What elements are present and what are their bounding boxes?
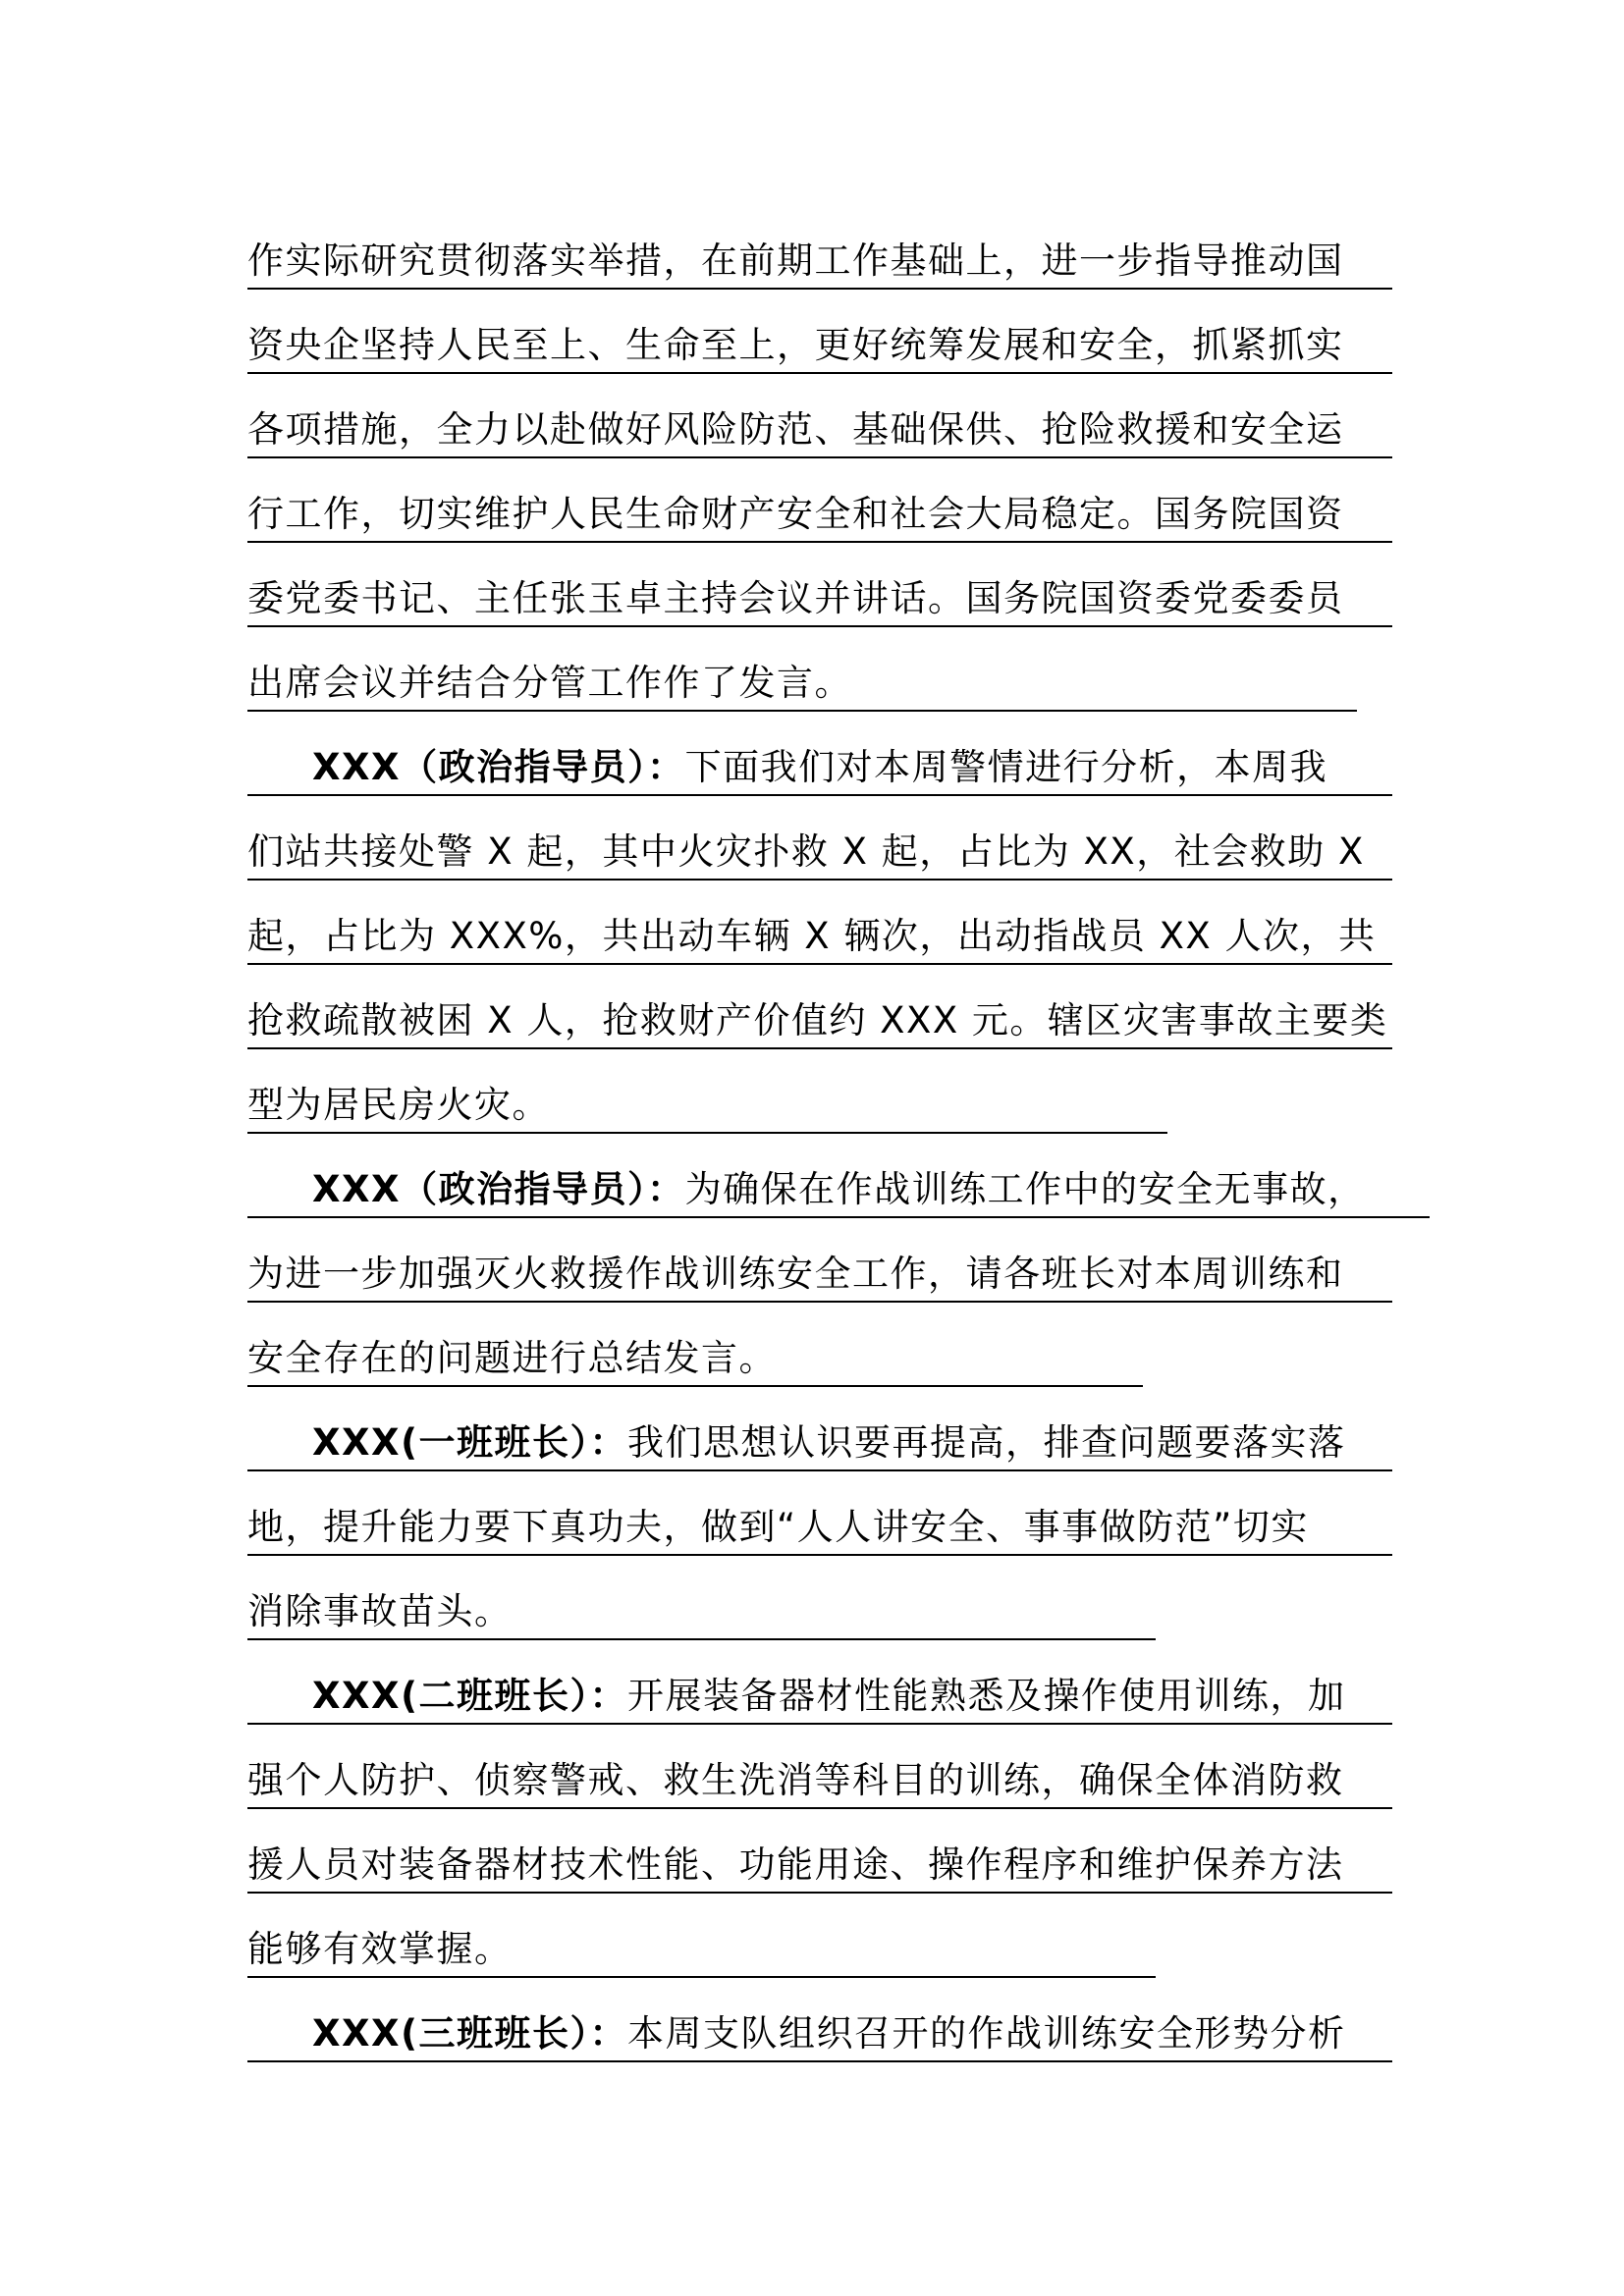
underline xyxy=(247,2060,1392,2062)
underline xyxy=(247,1469,1392,1471)
body-line: 资央企坚持人民至上、生命至上，更好统筹发展和安全，抓紧抓实 xyxy=(247,324,1344,366)
speech-line: XXX(一班班长）：我们思想认识要再提高，排查问题要落实落 xyxy=(312,1421,1346,1464)
body-line: 为进一步加强灭火救援作战训练安全工作，请各班长对本周训练和 xyxy=(247,1253,1344,1295)
body-line: 委党委书记、主任张玉卓主持会议并讲话。国务院国资委党委委员 xyxy=(247,577,1344,619)
underline xyxy=(247,1892,1392,1894)
speech-line: XXX(二班班长）：开展装备器材性能熟悉及操作使用训练，加 xyxy=(312,1675,1346,1717)
speech-line: XXX(三班班长）：本周支队组织召开的作战训练安全形势分析 xyxy=(312,2012,1346,2055)
body-line: 们站共接处警 X 起，其中火灾扑救 X 起，占比为 XX，社会救助 X xyxy=(247,830,1365,873)
body-line: 安全存在的问题进行总结发言。 xyxy=(247,1337,777,1379)
underline xyxy=(247,710,1357,712)
underline xyxy=(247,541,1392,543)
underline xyxy=(247,1723,1392,1725)
body-line: 能够有效掌握。 xyxy=(247,1928,513,1970)
underline xyxy=(247,372,1392,374)
body-line: 型为居民房火灾。 xyxy=(247,1084,550,1126)
body-line: 抢救疏散被困 X 人，抢救财产价值约 XXX 元。辖区灾害事故主要类 xyxy=(247,999,1388,1041)
speech-line: XXX（政治指导员）：为确保在作战训练工作中的安全无事故， xyxy=(312,1168,1366,1210)
body-line: 地，提升能力要下真功夫，做到“人人讲安全、事事做防范”切实 xyxy=(247,1506,1309,1548)
speaker-label: XXX（政治指导员）： xyxy=(312,746,685,788)
underline xyxy=(247,1301,1392,1303)
underline xyxy=(247,1385,1143,1387)
underline xyxy=(247,1047,1392,1049)
speaker-label: XXX(一班班长）： xyxy=(312,1421,627,1464)
underline xyxy=(247,794,1392,796)
body-line: 作实际研究贯彻落实举措，在前期工作基础上，进一步指导推动国 xyxy=(247,240,1344,282)
underline xyxy=(247,879,1392,881)
underline xyxy=(247,1132,1167,1134)
speaker-label: XXX(二班班长）： xyxy=(312,1675,627,1717)
body-line: 消除事故苗头。 xyxy=(247,1590,513,1632)
underline xyxy=(247,288,1392,290)
underline xyxy=(247,1554,1392,1556)
body-line: 援人员对装备器材技术性能、功能用途、操作程序和维护保养方法 xyxy=(247,1843,1344,1886)
speaker-label: XXX(三班班长）： xyxy=(312,2012,627,2055)
speech-line: XXX（政治指导员）：下面我们对本周警情进行分析，本周我 xyxy=(312,746,1328,788)
speaker-label: XXX（政治指导员）： xyxy=(312,1168,685,1210)
underline xyxy=(247,1638,1156,1640)
underline xyxy=(247,1216,1430,1218)
body-line: 出席会议并结合分管工作作了发言。 xyxy=(247,662,852,704)
underline xyxy=(247,1807,1392,1809)
body-line: 起，占比为 XXX%，共出动车辆 X 辆次，出动指战员 XX 人次，共 xyxy=(247,915,1377,957)
underline xyxy=(247,456,1392,458)
underline xyxy=(247,1976,1156,1978)
underline xyxy=(247,963,1392,965)
body-line: 各项措施，全力以赴做好风险防范、基础保供、抢险救援和安全运 xyxy=(247,408,1344,451)
underline xyxy=(247,625,1392,627)
body-line: 强个人防护、侦察警戒、救生洗消等科目的训练，确保全体消防救 xyxy=(247,1759,1344,1801)
body-line: 行工作，切实维护人民生命财产安全和社会大局稳定。国务院国资 xyxy=(247,493,1344,535)
